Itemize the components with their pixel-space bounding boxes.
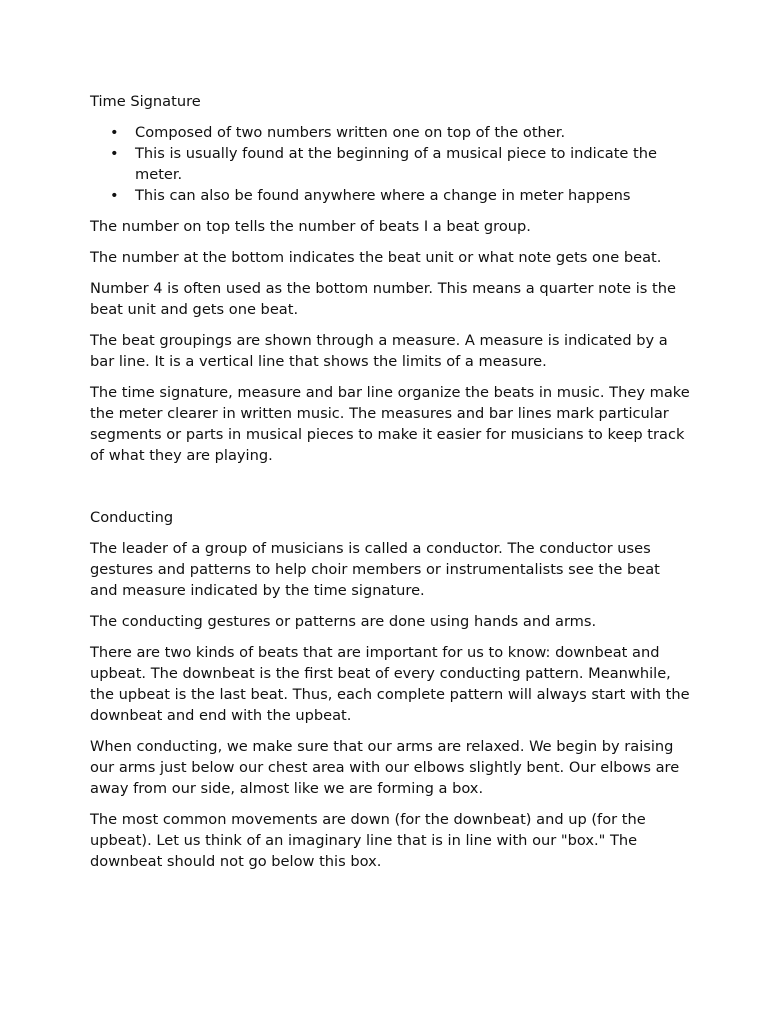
- paragraph: The conducting gestures or patterns are done using hands and arms.: [90, 613, 597, 630]
- paragraph: There are two kinds of beats that are important for us to know: downbeat and upbeat. The downbeat is the first beat of every conducting pattern. Meanwhile, the upbeat is the last beat. Thus, each complete pattern will always start with the downbeat and end with the upbeat.: [90, 644, 690, 724]
- paragraph: The leader of a group of musicians is called a conductor. The conductor uses gestures and patterns to help choir members or instrumentalists see the beat and measure indicated by the time signature.: [90, 540, 660, 599]
- paragraph: The number at the bottom indicates the beat unit or what note gets one beat.: [90, 249, 662, 266]
- bullet-item: [90, 122, 690, 143]
- bullet-item: [90, 185, 690, 206]
- paragraph: The most common movements are down (for the downbeat) and up (for the upbeat). Let us think of an imaginary line that is in line with our "box." The downbeat should not go below this box.: [90, 811, 646, 870]
- bullet-text: Composed of two numbers written one on top of the other.: [135, 124, 566, 141]
- document-page: [90, 91, 690, 882]
- bullet-icon: •: [110, 124, 119, 141]
- bullet-list: [90, 122, 690, 206]
- paragraph: The beat groupings are shown through a measure. A measure is indicated by a bar line. It is a vertical line that shows the limits of a measure.: [90, 332, 668, 370]
- bullet-text: This is usually found at the beginning of a musical piece to indicate the meter.: [135, 145, 657, 183]
- bullet-icon: •: [110, 187, 119, 204]
- paragraph: The time signature, measure and bar line organize the beats in music. They make the meter clearer in written music. The measures and bar lines mark particular segments or parts in musical pieces to make it easier for musicians to keep track of what they are playing.: [90, 384, 690, 464]
- bullet-text: This can also be found anywhere where a change in meter happens: [135, 187, 631, 204]
- paragraph: Number 4 is often used as the bottom number. This means a quarter note is the beat unit and gets one beat.: [90, 280, 676, 318]
- section-heading-time-signature: Time Signature: [90, 93, 201, 110]
- section-spacer: [90, 476, 690, 507]
- bullet-item: [90, 143, 690, 185]
- bullet-icon: •: [110, 145, 119, 162]
- paragraph: The number on top tells the number of beats I a beat group.: [90, 218, 531, 235]
- section-heading-conducting: Conducting: [90, 509, 174, 526]
- paragraph: When conducting, we make sure that our arms are relaxed. We begin by raising our arms just below our chest area with our elbows slightly bent. Our elbows are away from our side, almost like we are forming a box.: [90, 738, 680, 797]
